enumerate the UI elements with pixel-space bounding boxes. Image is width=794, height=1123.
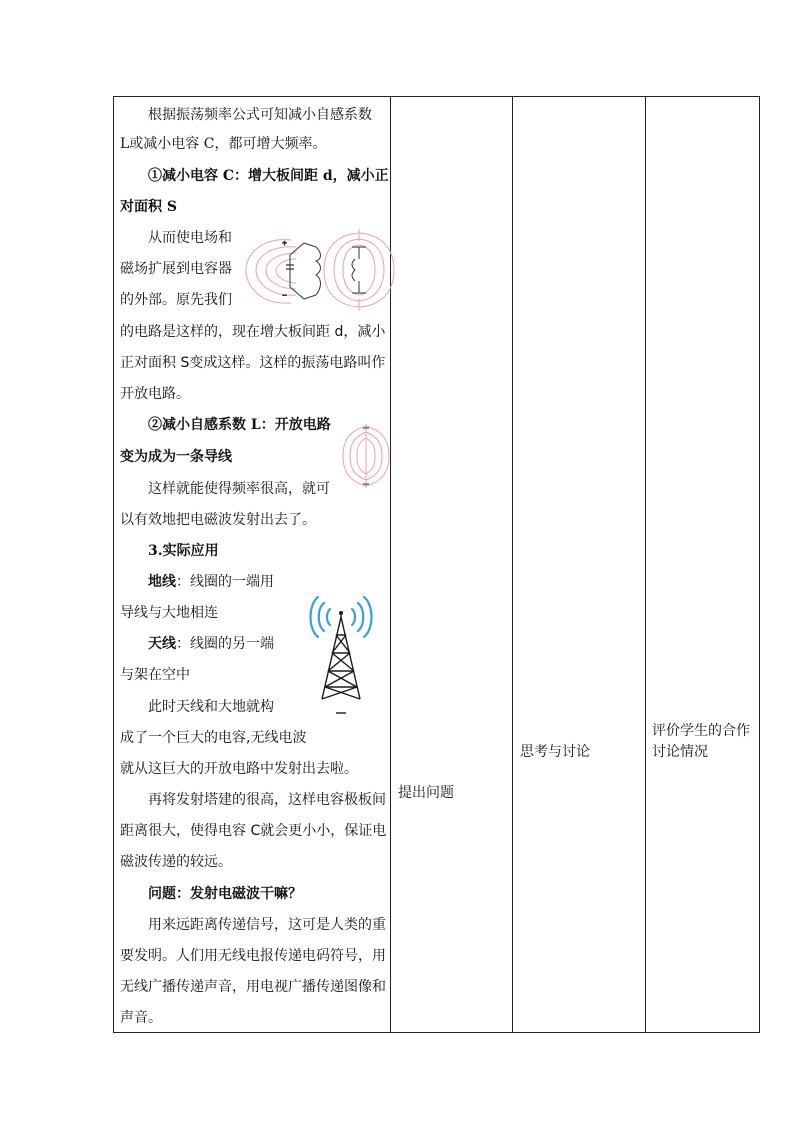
antenna-tower-icon [300, 595, 382, 721]
lesson-table [113, 96, 760, 1033]
svg-text:+: + [282, 240, 288, 247]
paragraph-text: 要发明。人们用无线电报传递电码符号，用 [120, 948, 386, 964]
svg-text:−: − [282, 292, 288, 299]
paragraph-text: 此时天线和大地就构 [148, 699, 274, 715]
question-heading: 问题：发射电磁波干嘛？ [148, 886, 302, 902]
paragraph-text: 声音。 [120, 1010, 162, 1026]
section-heading: ②减小自感系数 L：开放电路 [148, 417, 331, 433]
term-definition: ：线圈的一端用 [176, 574, 274, 590]
column-divider [645, 97, 646, 1032]
student-activity-text: 思考与讨论 [520, 744, 590, 760]
paragraph-text: 用来远距离传递信号，这可是人类的重 [148, 917, 386, 933]
circuit-field-diagram [246, 225, 391, 309]
paragraph-text: 导线与大地相连 [120, 605, 218, 621]
paragraph-text: 开放电路。 [120, 386, 190, 402]
paragraph-text [148, 634, 274, 654]
paragraph-text: 磁波传递的较远。 [120, 854, 232, 870]
paragraph-text: 这样就能使得频率很高，就可 [148, 481, 330, 497]
dipole-field-diagram [341, 420, 391, 492]
term-label: 地线 [148, 574, 176, 590]
section-heading: 3.实际应用 [148, 543, 219, 559]
paragraph-text: 的电路是这样的，现在增大板间距 d，减小 [120, 324, 386, 340]
paragraph-text: 正对面积 S变成这样。这样的振荡电路叫作 [120, 355, 386, 371]
paragraph-text: 距离很大，使得电容 C就会更小小，保证电 [120, 823, 387, 839]
paragraph-text: 再将发射塔建的很高，这样电容极板间 [148, 792, 386, 808]
teacher-activity-text: 提出问题 [398, 785, 454, 801]
teaching-content-cell [114, 97, 390, 1032]
paragraph-text: 以有效地把电磁波发射出去了。 [120, 512, 316, 528]
paragraph-text: 成了一个巨大的电容,无线电波 [120, 730, 307, 746]
assessment-text [652, 721, 750, 763]
section-heading: ①减小电容 C：增大板间距 d，减小正 [148, 168, 389, 184]
section-heading: 对面积 S [120, 199, 177, 215]
paragraph-text: 无线广播传递声音，用电视广播传递图像和 [120, 979, 386, 995]
assessment-line: 讨论情况 [652, 744, 708, 760]
paragraph-text: 根据振荡频率公式可知减小自感系数 [148, 107, 372, 123]
term-label: 天线 [148, 636, 176, 652]
paragraph-text: 与架在空中 [120, 667, 190, 683]
term-definition: ：线圈的另一端 [176, 636, 274, 652]
section-heading: 变为成为一条导线 [120, 449, 232, 465]
paragraph-text: 就从这巨大的开放电路中发射出去啦。 [120, 761, 358, 777]
paragraph-text: 的外部。原先我们 [120, 292, 232, 308]
paragraph-text: 从而使电场和 [148, 230, 232, 246]
paragraph-text: L或减小电容 C，都可增大频率。 [120, 136, 327, 152]
paragraph-text [148, 572, 274, 592]
paragraph-text: 磁场扩展到电容器 [120, 261, 232, 277]
column-divider [512, 97, 513, 1032]
assessment-line: 评价学生的合作 [652, 723, 750, 739]
